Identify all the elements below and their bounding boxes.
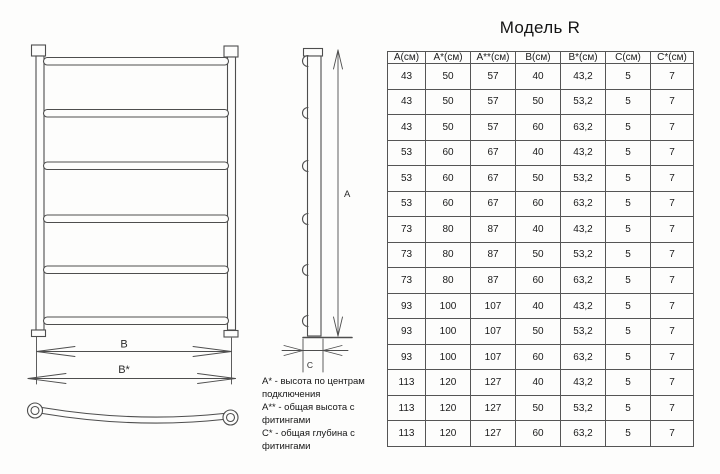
table-cell: 40 [516, 293, 561, 319]
table-cell: 63,2 [561, 268, 606, 294]
table-cell: 5 [606, 319, 651, 345]
cross-bar [44, 58, 229, 66]
column-header: В(см) [516, 52, 561, 64]
table-cell: 63,2 [561, 191, 606, 217]
table-cell: 5 [606, 268, 651, 294]
table-cell: 80 [426, 242, 471, 268]
table-cell: 50 [426, 64, 471, 90]
dimension-b-star-label: B* [118, 364, 130, 376]
table-cell: 53 [388, 191, 426, 217]
table-cell: 107 [471, 344, 516, 370]
table-row [388, 268, 694, 294]
table-cell: 60 [426, 191, 471, 217]
dimension-b-label: B [120, 338, 128, 351]
column-header: С*(см) [651, 52, 694, 64]
dimension-a-label: A [344, 189, 351, 200]
table-cell: 113 [388, 421, 426, 447]
table-cell: 67 [471, 140, 516, 166]
table-cell: 127 [471, 370, 516, 396]
right-end-ring [223, 410, 238, 425]
table-cell: 40 [516, 64, 561, 90]
table-cell: 40 [516, 370, 561, 396]
table-cell: 5 [606, 115, 651, 141]
table-body [388, 64, 694, 447]
table-cell: 5 [606, 293, 651, 319]
table-row [388, 293, 694, 319]
curved-bar-top-view [28, 403, 239, 425]
table-cell: 107 [471, 293, 516, 319]
page-title: Модель R [499, 18, 581, 37]
table-cell: 63,2 [561, 115, 606, 141]
table-row [388, 64, 694, 90]
table-cell: 43 [388, 89, 426, 115]
table-cell: 7 [651, 421, 694, 447]
table-cell: 50 [516, 242, 561, 268]
table-cell: 7 [651, 166, 694, 192]
table-cell: 5 [606, 344, 651, 370]
table-cell: 113 [388, 370, 426, 396]
table-cell: 120 [426, 395, 471, 421]
left-end-ring [28, 403, 43, 418]
table-cell: 7 [651, 344, 694, 370]
cross-bar [44, 162, 229, 170]
table-cell: 60 [426, 166, 471, 192]
cross-bar [44, 317, 229, 325]
table-row [388, 115, 694, 141]
table-cell: 40 [516, 217, 561, 243]
right-post-cap [224, 46, 238, 57]
table-cell: 50 [516, 166, 561, 192]
table-cell: 93 [388, 319, 426, 345]
dimension-a [334, 50, 352, 336]
table-cell: 7 [651, 268, 694, 294]
table-header [388, 52, 694, 64]
table-cell: 5 [606, 242, 651, 268]
column-header: А*(см) [426, 52, 471, 64]
table-cell: 5 [606, 217, 651, 243]
column-header: А**(см) [471, 52, 516, 64]
table-cell: 43,2 [561, 370, 606, 396]
cross-bar [44, 110, 229, 118]
table-cell: 127 [471, 395, 516, 421]
table-cell: 50 [516, 89, 561, 115]
table-cell: 43 [388, 115, 426, 141]
table-cell: 100 [426, 293, 471, 319]
table-cell: 60 [516, 421, 561, 447]
table-cell: 63,2 [561, 344, 606, 370]
legend-note: А* - высота по центрам подключения [262, 376, 365, 400]
cross-bars [44, 58, 229, 325]
column-header: А(см) [388, 52, 426, 64]
table-cell: 7 [651, 140, 694, 166]
table-cell: 43,2 [561, 64, 606, 90]
table-header-row [388, 52, 694, 64]
curved-bar-outline [42, 408, 224, 424]
table-cell: 57 [471, 89, 516, 115]
front-view [32, 45, 239, 337]
table-cell: 67 [471, 166, 516, 192]
table-cell: 7 [651, 191, 694, 217]
table-cell: 7 [651, 89, 694, 115]
table-cell: 5 [606, 140, 651, 166]
table-cell: 73 [388, 242, 426, 268]
table-cell: 7 [651, 217, 694, 243]
table-cell: 7 [651, 115, 694, 141]
cross-bar [44, 266, 229, 274]
table-cell: 93 [388, 344, 426, 370]
dimension-c [282, 339, 348, 372]
column-header: В*(см) [561, 52, 606, 64]
table-cell: 7 [651, 319, 694, 345]
table-cell: 60 [516, 191, 561, 217]
table-row [388, 166, 694, 192]
table-cell: 60 [426, 140, 471, 166]
table-cell: 80 [426, 268, 471, 294]
dimension-b-star [28, 364, 236, 384]
table-cell: 57 [471, 115, 516, 141]
table-cell: 7 [651, 293, 694, 319]
table-cell: 87 [471, 217, 516, 243]
table-cell: 113 [388, 395, 426, 421]
table-cell: 50 [426, 89, 471, 115]
cross-bar [44, 215, 229, 223]
table-cell: 5 [606, 421, 651, 447]
table-cell: 7 [651, 370, 694, 396]
table-cell: 87 [471, 242, 516, 268]
table-row [388, 395, 694, 421]
side-post [308, 56, 322, 336]
table-row [388, 370, 694, 396]
table-cell: 67 [471, 191, 516, 217]
table-cell: 50 [426, 115, 471, 141]
table-cell: 53 [388, 140, 426, 166]
table-cell: 43,2 [561, 293, 606, 319]
left-post-foot [32, 330, 46, 337]
legend-note: С* - общая глубина с фитингами [262, 428, 355, 452]
table-cell: 5 [606, 166, 651, 192]
table-cell: 127 [471, 421, 516, 447]
dimensions-table [387, 51, 694, 447]
table-cell: 5 [606, 89, 651, 115]
left-post-cap [32, 45, 46, 56]
table-cell: 53 [388, 166, 426, 192]
table-row [388, 421, 694, 447]
table-cell: 40 [516, 140, 561, 166]
table-cell: 100 [426, 344, 471, 370]
table-row [388, 319, 694, 345]
table-cell: 43,2 [561, 140, 606, 166]
column-header: С(см) [606, 52, 651, 64]
table-cell: 93 [388, 293, 426, 319]
table-cell: 5 [606, 395, 651, 421]
table-row [388, 242, 694, 268]
table-cell: 57 [471, 64, 516, 90]
table-cell: 53,2 [561, 89, 606, 115]
table-cell: 80 [426, 217, 471, 243]
table-cell: 50 [516, 319, 561, 345]
table-cell: 53,2 [561, 166, 606, 192]
dimension-c-label: C [306, 360, 314, 370]
table-cell: 120 [426, 421, 471, 447]
table-cell: 73 [388, 217, 426, 243]
table-cell: 60 [516, 268, 561, 294]
table-cell: 53,2 [561, 242, 606, 268]
table-cell: 7 [651, 242, 694, 268]
right-post-foot [224, 331, 238, 338]
table-row [388, 89, 694, 115]
right-post [228, 57, 236, 330]
table-cell: 60 [516, 115, 561, 141]
extension-lines [37, 337, 232, 384]
table-cell: 43 [388, 64, 426, 90]
table-cell: 5 [606, 191, 651, 217]
table-row [388, 344, 694, 370]
table-cell: 5 [606, 64, 651, 90]
table-cell: 53,2 [561, 395, 606, 421]
side-post-cap [304, 49, 323, 57]
table-cell: 60 [516, 344, 561, 370]
table-cell: 7 [651, 395, 694, 421]
table-row [388, 217, 694, 243]
table-cell: 87 [471, 268, 516, 294]
left-post [36, 56, 44, 330]
table-cell: 43,2 [561, 217, 606, 243]
table-row [388, 140, 694, 166]
table-cell: 73 [388, 268, 426, 294]
table-row [388, 191, 694, 217]
dimension-b [37, 337, 232, 384]
legend-notes [262, 375, 376, 453]
table-cell: 53,2 [561, 319, 606, 345]
table-cell: 107 [471, 319, 516, 345]
legend-note: А** - общая высота с фитингами [262, 402, 355, 426]
table-cell: 5 [606, 370, 651, 396]
table-cell: 100 [426, 319, 471, 345]
table-cell: 7 [651, 64, 694, 90]
table-cell: 120 [426, 370, 471, 396]
table-cell: 50 [516, 395, 561, 421]
table-cell: 63,2 [561, 421, 606, 447]
